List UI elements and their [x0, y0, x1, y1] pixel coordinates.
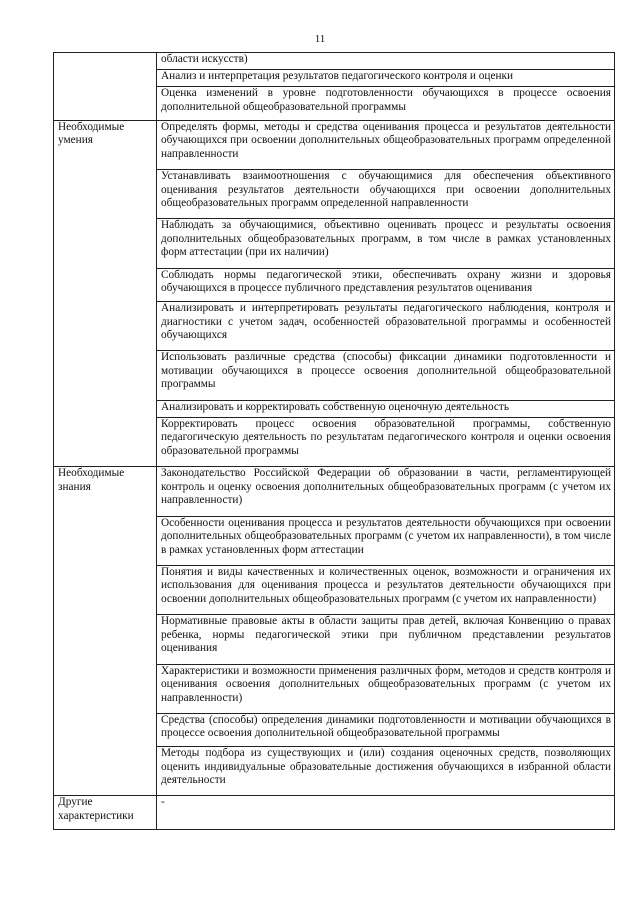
row-item: Нормативные правовые акты в области защиты прав детей, включая Конвенцию о правах ребенка, нормы педагогической этики при публичном представлении результатов оценивания: [157, 615, 615, 664]
row-item: Средства (способы) определения динамики подготовленности и мотивации обучающихся в процессе освоения дополнительной общеобразовательной программы: [157, 713, 615, 746]
row-item: Устанавливать взаимоотношения с обучающимися для обеспечения объективного оценивания результатов деятельности обучающихся при освоении дополнительных общеобразовательных программ определенной направленности: [157, 170, 615, 219]
row-item: Соблюдать нормы педагогической этики, обеспечивать охрану жизни и здоровья обучающихся в процессе публичного представления результатов оценивания: [157, 268, 615, 301]
row-item: Анализ и интерпретация результатов педагогического контроля и оценки: [157, 70, 615, 87]
row-item: Законодательство Российской Федерации об образовании в части, регламентирующей контроль и оценку освоения дополнительных общеобразовательных программ (с учетом их направленности): [157, 467, 615, 516]
row-item: Понятия и виды качественных и количественных оценок, возможности и ограничения их использования для оценивания процесса и результатов деятельности обучающихся при освоении дополнительных общеобразовательных программ (с учетом их направленности): [157, 565, 615, 614]
row-item: Использовать различные средства (способы) фиксации динамики подготовленности и мотивации обучающихся в процессе освоения дополнительной общеобразовательной программы: [157, 351, 615, 400]
row-item: -: [157, 796, 615, 830]
page-number: 11: [314, 33, 326, 45]
row-item: Наблюдать за обучающимися, объективно оценивать процесс и результаты освоения дополнительных общеобразовательных программ, в том числе в рамках установленных форм аттестации (при их наличии): [157, 219, 615, 268]
row-label: Необходимые умения: [54, 120, 157, 466]
row-item: Корректировать процесс освоения образовательной программы, собственную педагогическую деятельность по результатам педагогического контроля и оценки освоения образовательной программы: [157, 417, 615, 466]
row-item: области искусств): [157, 53, 615, 70]
table-row: [54, 796, 615, 830]
row-item: Анализировать и интерпретировать результаты педагогического наблюдения, контроля и диагностики с учетом задач, особенностей образовательной программы и особенностей обучающихся: [157, 302, 615, 351]
row-item: Особенности оценивания процесса и результатов деятельности обучающихся при освоении дополнительных общеобразовательных программ (с учетом их направленности), в том числе в рамках установленных форм аттестации: [157, 516, 615, 565]
row-label: Необходимые знания: [54, 467, 157, 796]
table-row: [54, 467, 615, 516]
row-item: Характеристики и возможности применения различных форм, методов и средств контроля и оценивания освоения дополнительных общеобразовательных программ (с учетом их направленности): [157, 664, 615, 713]
row-label: Другие характеристики: [54, 796, 157, 830]
row-label: [54, 53, 157, 121]
table-row: [54, 53, 615, 70]
row-item: Анализировать и корректировать собственную оценочную деятельность: [157, 400, 615, 417]
table-row: [54, 120, 615, 169]
row-item: Оценка изменений в уровне подготовленности обучающихся в процессе освоения дополнительной общеобразовательной программы: [157, 87, 615, 120]
row-item: Методы подбора из существующих и (или) создания оценочных средств, позволяющих оценить индивидуальные образовательные достижения обучающихся в избранной области деятельности: [157, 747, 615, 796]
characteristics-table: [53, 52, 615, 830]
row-item: Определять формы, методы и средства оценивания процесса и результатов деятельности обучающихся при освоении дополнительных общеобразовательных программ определенной направленности: [157, 120, 615, 169]
